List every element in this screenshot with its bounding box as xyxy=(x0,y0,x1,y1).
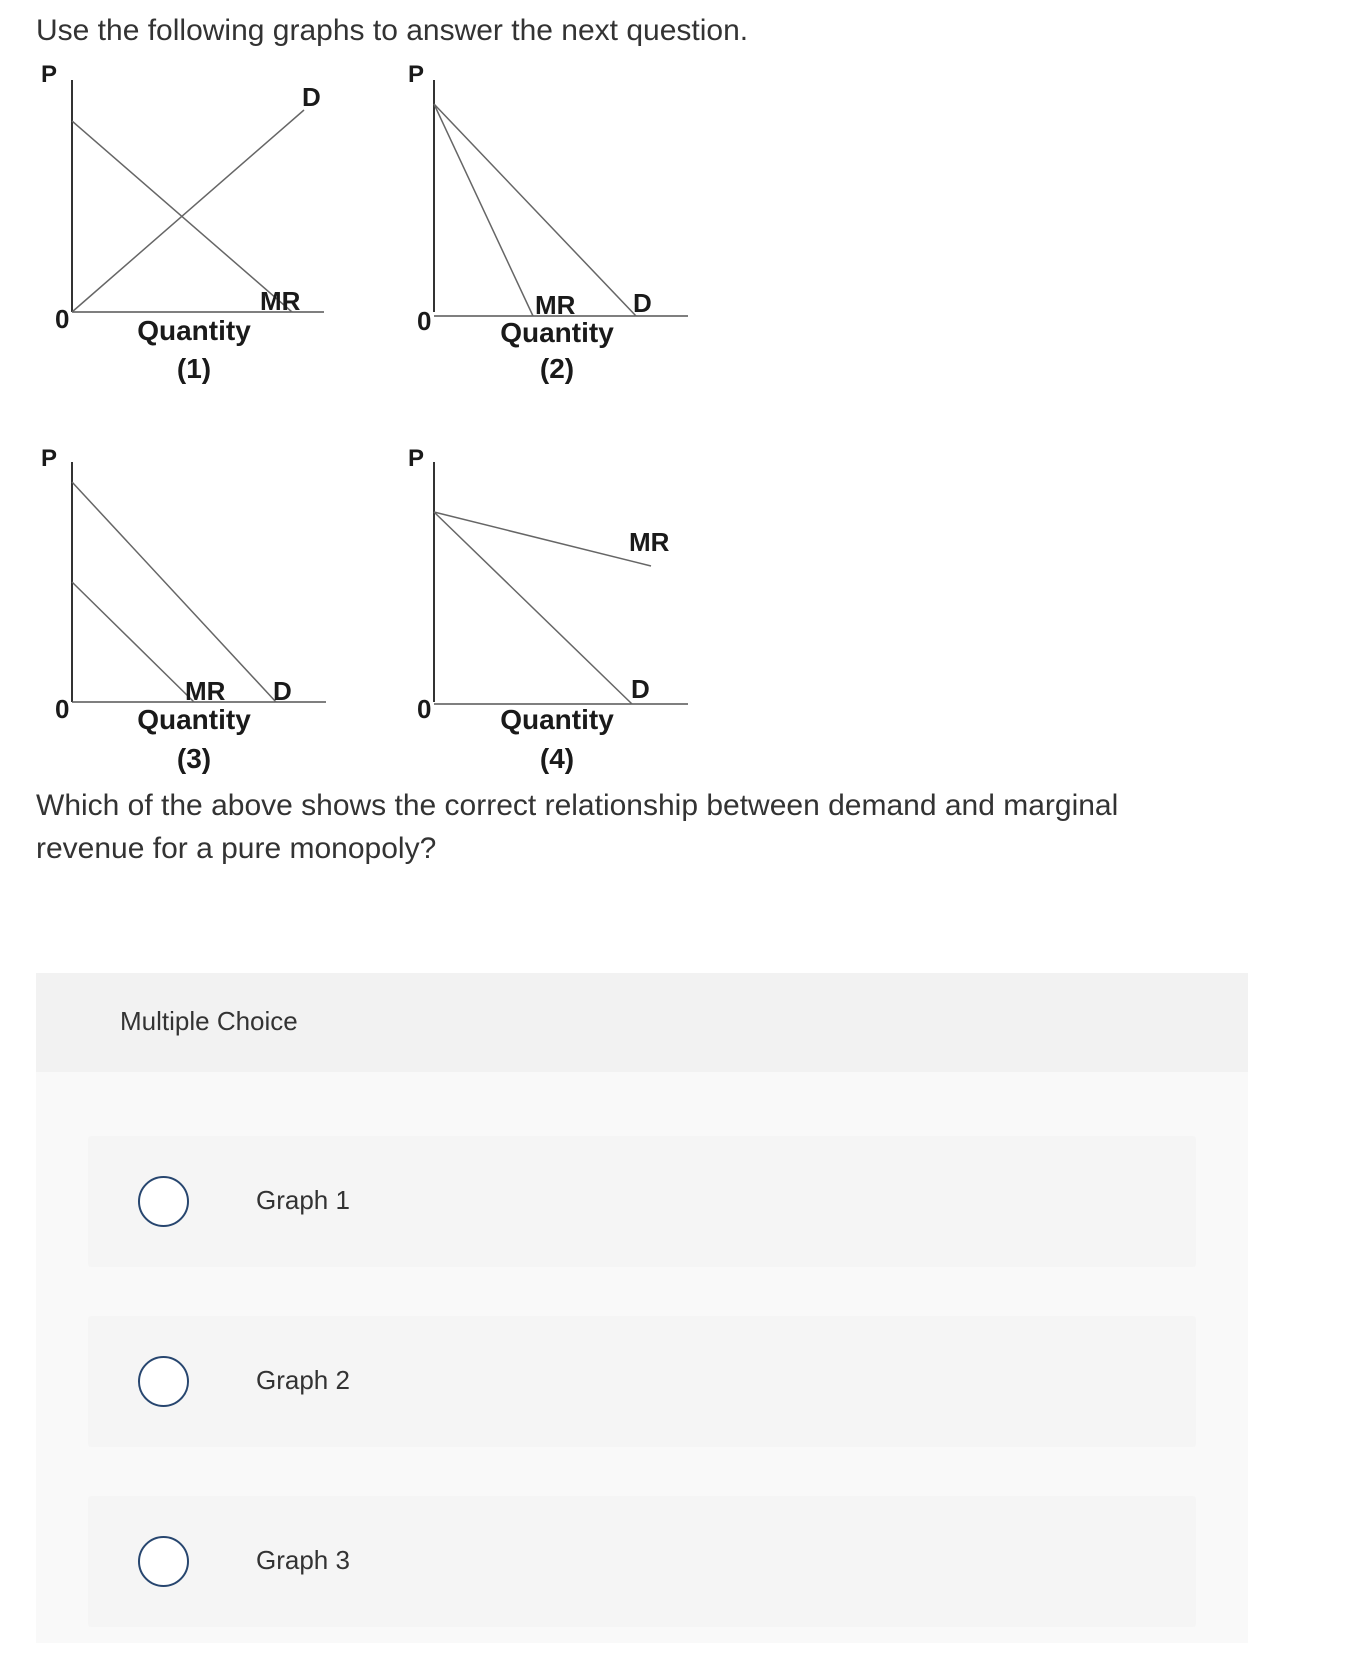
graph-4-quantity-label: Quantity xyxy=(500,704,614,735)
graph-2-axis-p: P xyxy=(408,61,425,88)
graph-2-origin: 0 xyxy=(417,306,432,336)
multiple-choice-title: Multiple Choice xyxy=(120,1006,298,1036)
graphs-figure xyxy=(0,0,760,790)
graph-3 xyxy=(41,445,326,774)
graph-2-demand-curve xyxy=(434,104,636,316)
radio-circle-icon[interactable] xyxy=(138,1176,189,1227)
option-label: Graph 1 xyxy=(256,1185,350,1215)
multiple-choice-panel xyxy=(36,973,1248,1643)
graph-4-number: (4) xyxy=(539,743,575,774)
graph-1 xyxy=(41,61,324,384)
graph-2-demand-label: D xyxy=(633,288,652,318)
graph-1-demand-label: D xyxy=(302,82,321,112)
graph-4-axis-p: P xyxy=(408,445,425,472)
radio-circle-icon[interactable] xyxy=(138,1536,189,1587)
graph-1-number: (1) xyxy=(176,353,212,384)
option-label: Graph 2 xyxy=(256,1365,350,1395)
option-graph-1[interactable] xyxy=(88,1136,1196,1267)
option-graph-2[interactable] xyxy=(88,1316,1196,1447)
graph-1-demand-curve xyxy=(72,110,304,312)
multiple-choice-header xyxy=(36,973,1248,1072)
graph-4-demand-curve xyxy=(434,512,632,704)
option-graph-3[interactable] xyxy=(88,1496,1196,1627)
option-label: Graph 3 xyxy=(256,1545,350,1575)
radio-circle-icon[interactable] xyxy=(138,1356,189,1407)
graph-4-origin: 0 xyxy=(417,694,432,724)
graph-2-quantity-label: Quantity xyxy=(500,317,614,348)
graph-4-mr-curve xyxy=(434,512,651,566)
graph-2-number: (2) xyxy=(539,353,575,384)
graph-2-mr-label: MR xyxy=(535,290,576,320)
intro-text: Use the following graphs to answer the next question. xyxy=(36,14,749,47)
graph-3-quantity-label: Quantity xyxy=(137,704,251,735)
graph-3-number: (3) xyxy=(176,743,212,774)
graph-4-demand-label: D xyxy=(631,674,650,704)
graph-3-origin: 0 xyxy=(55,694,70,724)
graph-3-mr-curve xyxy=(72,582,194,702)
graph-1-quantity-label: Quantity xyxy=(137,315,251,346)
graph-4 xyxy=(408,445,688,774)
graph-3-mr-label: MR xyxy=(185,676,226,706)
question-text: Which of the above shows the correct relationship between demand and marginal revenue for a pure monopoly? xyxy=(36,789,1119,865)
graph-3-axis-p: P xyxy=(41,445,58,472)
graph-1-origin: 0 xyxy=(55,304,70,334)
graph-3-demand-curve xyxy=(72,482,276,702)
graph-3-demand-label: D xyxy=(273,676,292,706)
graph-1-axis-p: P xyxy=(41,61,58,88)
graph-1-mr-label: MR xyxy=(260,286,301,316)
graph-2 xyxy=(408,61,688,384)
graph-2-mr-curve xyxy=(434,104,533,316)
graph-4-mr-label: MR xyxy=(629,527,670,557)
